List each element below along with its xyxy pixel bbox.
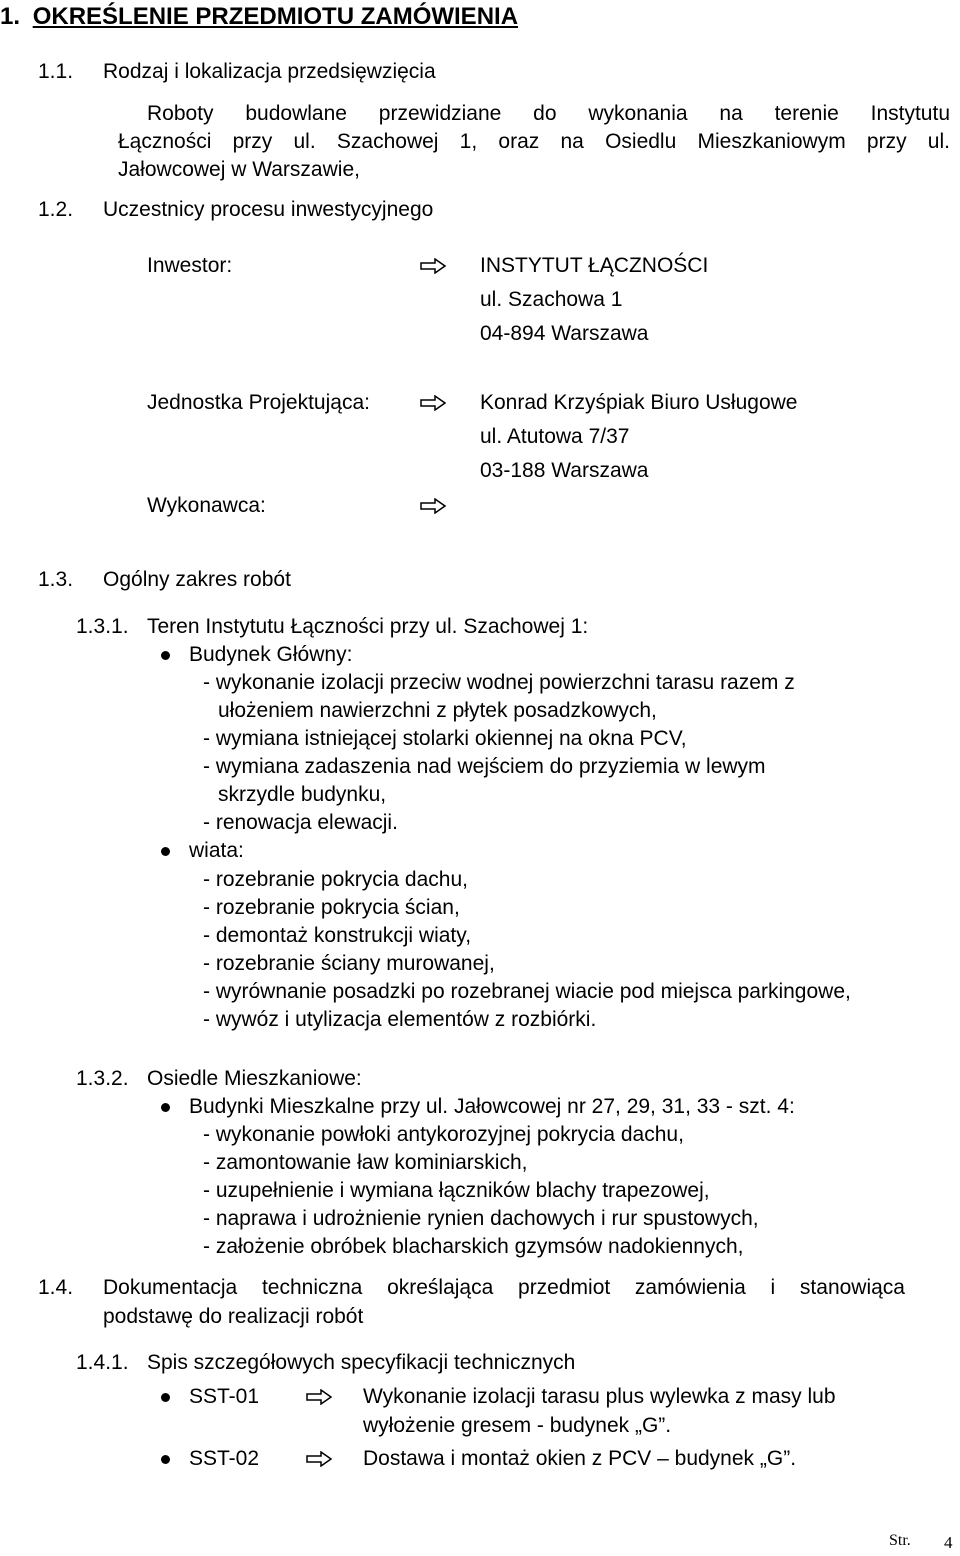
- subsection-number-1-3-2: 1.3.2.: [76, 1067, 129, 1090]
- section-heading: [0, 4, 518, 30]
- bullet-icon: [161, 1455, 170, 1464]
- bullet-icon: [161, 1103, 170, 1112]
- subsection-number-1-4-1: 1.4.1.: [76, 1351, 129, 1374]
- contractor-label: Wykonawca:: [147, 494, 266, 517]
- subsection-number-1-3-1: 1.3.1.: [76, 615, 129, 638]
- subsection-title-1-3-2: Osiedle Mieszkaniowe:: [147, 1067, 362, 1090]
- paragraph-line: Roboty budowlane przewidziane do wykonania na terenie Instytutu: [147, 102, 950, 125]
- subsection-title-1-1: Rodzaj i lokalizacja przedsięwzięcia: [103, 60, 436, 83]
- bullet-icon: [161, 847, 170, 856]
- list-item-label: Budynki Mieszkalne przy ul. Jałowcowej nr 27, 29, 31, 33 - szt. 4:: [189, 1095, 795, 1118]
- list-item: - rozebranie ściany murowanej,: [203, 952, 495, 975]
- list-item: - renowacja elewacji.: [203, 811, 398, 834]
- subsection-title-1-3-1: Teren Instytutu Łączności przy ul. Szachowej 1:: [147, 615, 589, 638]
- right-arrow-icon: [306, 1389, 332, 1405]
- subsection-number-1-2: 1.2.: [38, 198, 74, 221]
- spec-description: wyłożenie gresem - budynek „G”.: [363, 1414, 672, 1437]
- designer-city: 03-188 Warszawa: [480, 459, 649, 482]
- subsection-number-1-3: 1.3.: [38, 568, 74, 591]
- right-arrow-icon: [420, 498, 446, 514]
- investor-name: INSTYTUT ŁĄCZNOŚCI: [480, 254, 709, 277]
- list-item: - wykonanie powłoki antykorozyjnej pokrycia dachu,: [203, 1123, 684, 1146]
- spec-code: SST-01: [189, 1385, 260, 1408]
- list-item: - demontaż konstrukcji wiaty,: [203, 924, 472, 947]
- list-item: - wykonanie izolacji przeciw wodnej powierzchni tarasu razem z: [203, 671, 795, 694]
- spec-description: Dostawa i montaż okien z PCV – budynek „G”.: [363, 1447, 797, 1470]
- investor-label: Inwestor:: [147, 254, 233, 277]
- subsection-title-1-3: Ogólny zakres robót: [103, 568, 291, 591]
- list-item: - rozebranie pokrycia ścian,: [203, 896, 460, 919]
- section-title: OKREŚLENIE PRZEDMIOTU ZAMÓWIENIA: [32, 3, 519, 30]
- subsection-number-1-1: 1.1.: [38, 60, 74, 83]
- investor-street: ul. Szachowa 1: [480, 288, 623, 311]
- list-item: - założenie obróbek blacharskich gzymsów nadokiennych,: [203, 1235, 744, 1258]
- subsection-title-1-4-cont: podstawę do realizacji robót: [103, 1305, 364, 1328]
- list-item: - wyrównanie posadzki po rozebranej wiacie pod miejsca parkingowe,: [203, 980, 851, 1003]
- page-number: 4: [944, 1533, 953, 1552]
- list-item-label: Budynek Główny:: [189, 643, 353, 666]
- designer-name: Konrad Krzyśpiak Biuro Usługowe: [480, 391, 798, 414]
- list-item: ułożeniem nawierzchni z płytek posadzkowych,: [218, 699, 657, 722]
- list-item: skrzydle budynku,: [218, 783, 387, 806]
- section-number: 1.: [0, 3, 21, 30]
- subsection-title-1-4: Dokumentacja techniczna określająca przedmiot zamówienia i stanowiąca: [103, 1276, 905, 1299]
- subsection-title-1-4-1: Spis szczegółowych specyfikacji technicznych: [147, 1351, 576, 1374]
- designer-label: Jednostka Projektująca:: [147, 391, 370, 414]
- paragraph-line: Łączności przy ul. Szachowej 1, oraz na Osiedlu Mieszkaniowym przy ul.: [118, 130, 950, 153]
- list-item: - wywóz i utylizacja elementów z rozbiórki.: [203, 1008, 597, 1031]
- spec-description: Wykonanie izolacji tarasu plus wylewka z masy lub: [363, 1385, 836, 1408]
- right-arrow-icon: [306, 1451, 332, 1467]
- bullet-icon: [161, 1393, 170, 1402]
- right-arrow-icon: [420, 395, 446, 411]
- list-item: - wymiana istniejącej stolarki okiennej na okna PCV,: [203, 727, 687, 750]
- subsection-number-1-4: 1.4.: [38, 1276, 74, 1299]
- list-item-label: wiata:: [189, 839, 244, 862]
- subsection-title-1-2: Uczestnicy procesu inwestycyjnego: [103, 198, 434, 221]
- right-arrow-icon: [420, 258, 446, 274]
- list-item: - naprawa i udrożnienie rynien dachowych i rur spustowych,: [203, 1207, 759, 1230]
- spec-code: SST-02: [189, 1447, 260, 1470]
- list-item: - uzupełnienie i wymiana łączników blachy trapezowej,: [203, 1179, 710, 1202]
- paragraph-line: Jałowcowej w Warszawie,: [118, 158, 360, 181]
- list-item: - zamontowanie ław kominiarskich,: [203, 1151, 528, 1174]
- bullet-icon: [161, 651, 170, 660]
- investor-city: 04-894 Warszawa: [480, 322, 649, 345]
- list-item: - wymiana zadaszenia nad wejściem do przyziemia w lewym: [203, 755, 766, 778]
- list-item: - rozebranie pokrycia dachu,: [203, 868, 468, 891]
- page-label: Str.: [889, 1532, 911, 1549]
- designer-street: ul. Atutowa 7/37: [480, 425, 630, 448]
